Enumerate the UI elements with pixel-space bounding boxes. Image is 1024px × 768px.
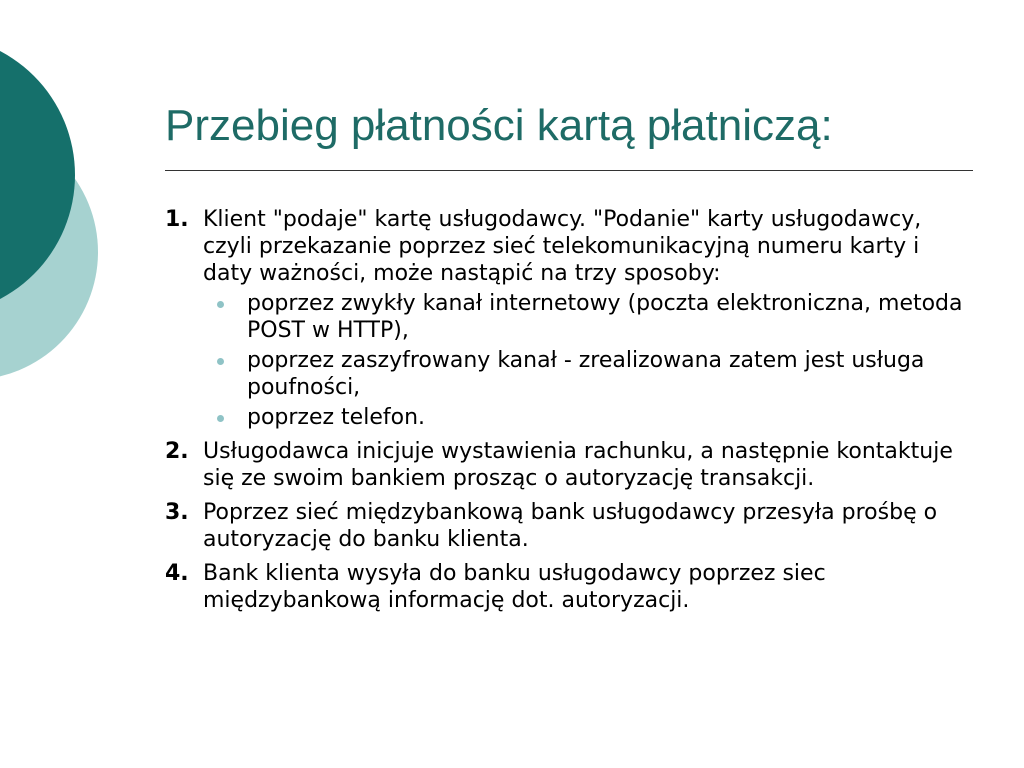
step-1 — [165, 206, 975, 431]
bullet-dot-icon — [217, 415, 224, 422]
step-text: Klient "podaje" kartę usługodawcy. "Podanie" karty usługodawcy, czyli przekazanie poprzez sieć telekomunikacyjną numeru karty i daty ważności, może nastąpić na trzy sposoby: — [203, 207, 922, 286]
bullet-text: poprzez zwykły kanał internetowy (poczta elektroniczna, metoda POST w HTTP), — [247, 291, 963, 343]
bullet-text: poprzez zaszyfrowany kanał - zrealizowana zatem jest usługa poufności, — [247, 348, 925, 400]
step-number: 3. — [165, 500, 189, 525]
decorative-circles — [0, 0, 110, 420]
bullet-text: poprzez telefon. — [247, 405, 426, 430]
slide-title: Przebieg płatności kartą płatniczą: — [165, 101, 833, 150]
step-number: 1. — [165, 207, 189, 232]
step-text: Poprzez sieć międzybankową bank usługodawcy przesyła prośbę o autoryzację do banku klienta. — [203, 500, 938, 552]
bullet-item — [203, 290, 975, 344]
bullet-dot-icon — [217, 358, 224, 365]
step-4 — [165, 560, 975, 614]
step-number: 4. — [165, 561, 189, 586]
bullet-item — [203, 404, 975, 431]
numbered-list — [165, 206, 975, 614]
step-text: Usługodawca inicjuje wystawienia rachunku, a następnie kontaktuje się ze swoim bankiem prosząc o autoryzację transakcji. — [203, 439, 953, 491]
bullet-dot-icon — [217, 301, 224, 308]
bullet-list — [203, 290, 975, 431]
step-number: 2. — [165, 439, 189, 464]
step-3 — [165, 499, 975, 553]
step-text: Bank klienta wysyła do banku usługodawcy poprzez siec międzybankową informację dot. autoryzacji. — [203, 561, 826, 613]
title-divider — [165, 170, 973, 171]
bullet-item — [203, 347, 975, 401]
step-2 — [165, 438, 975, 492]
